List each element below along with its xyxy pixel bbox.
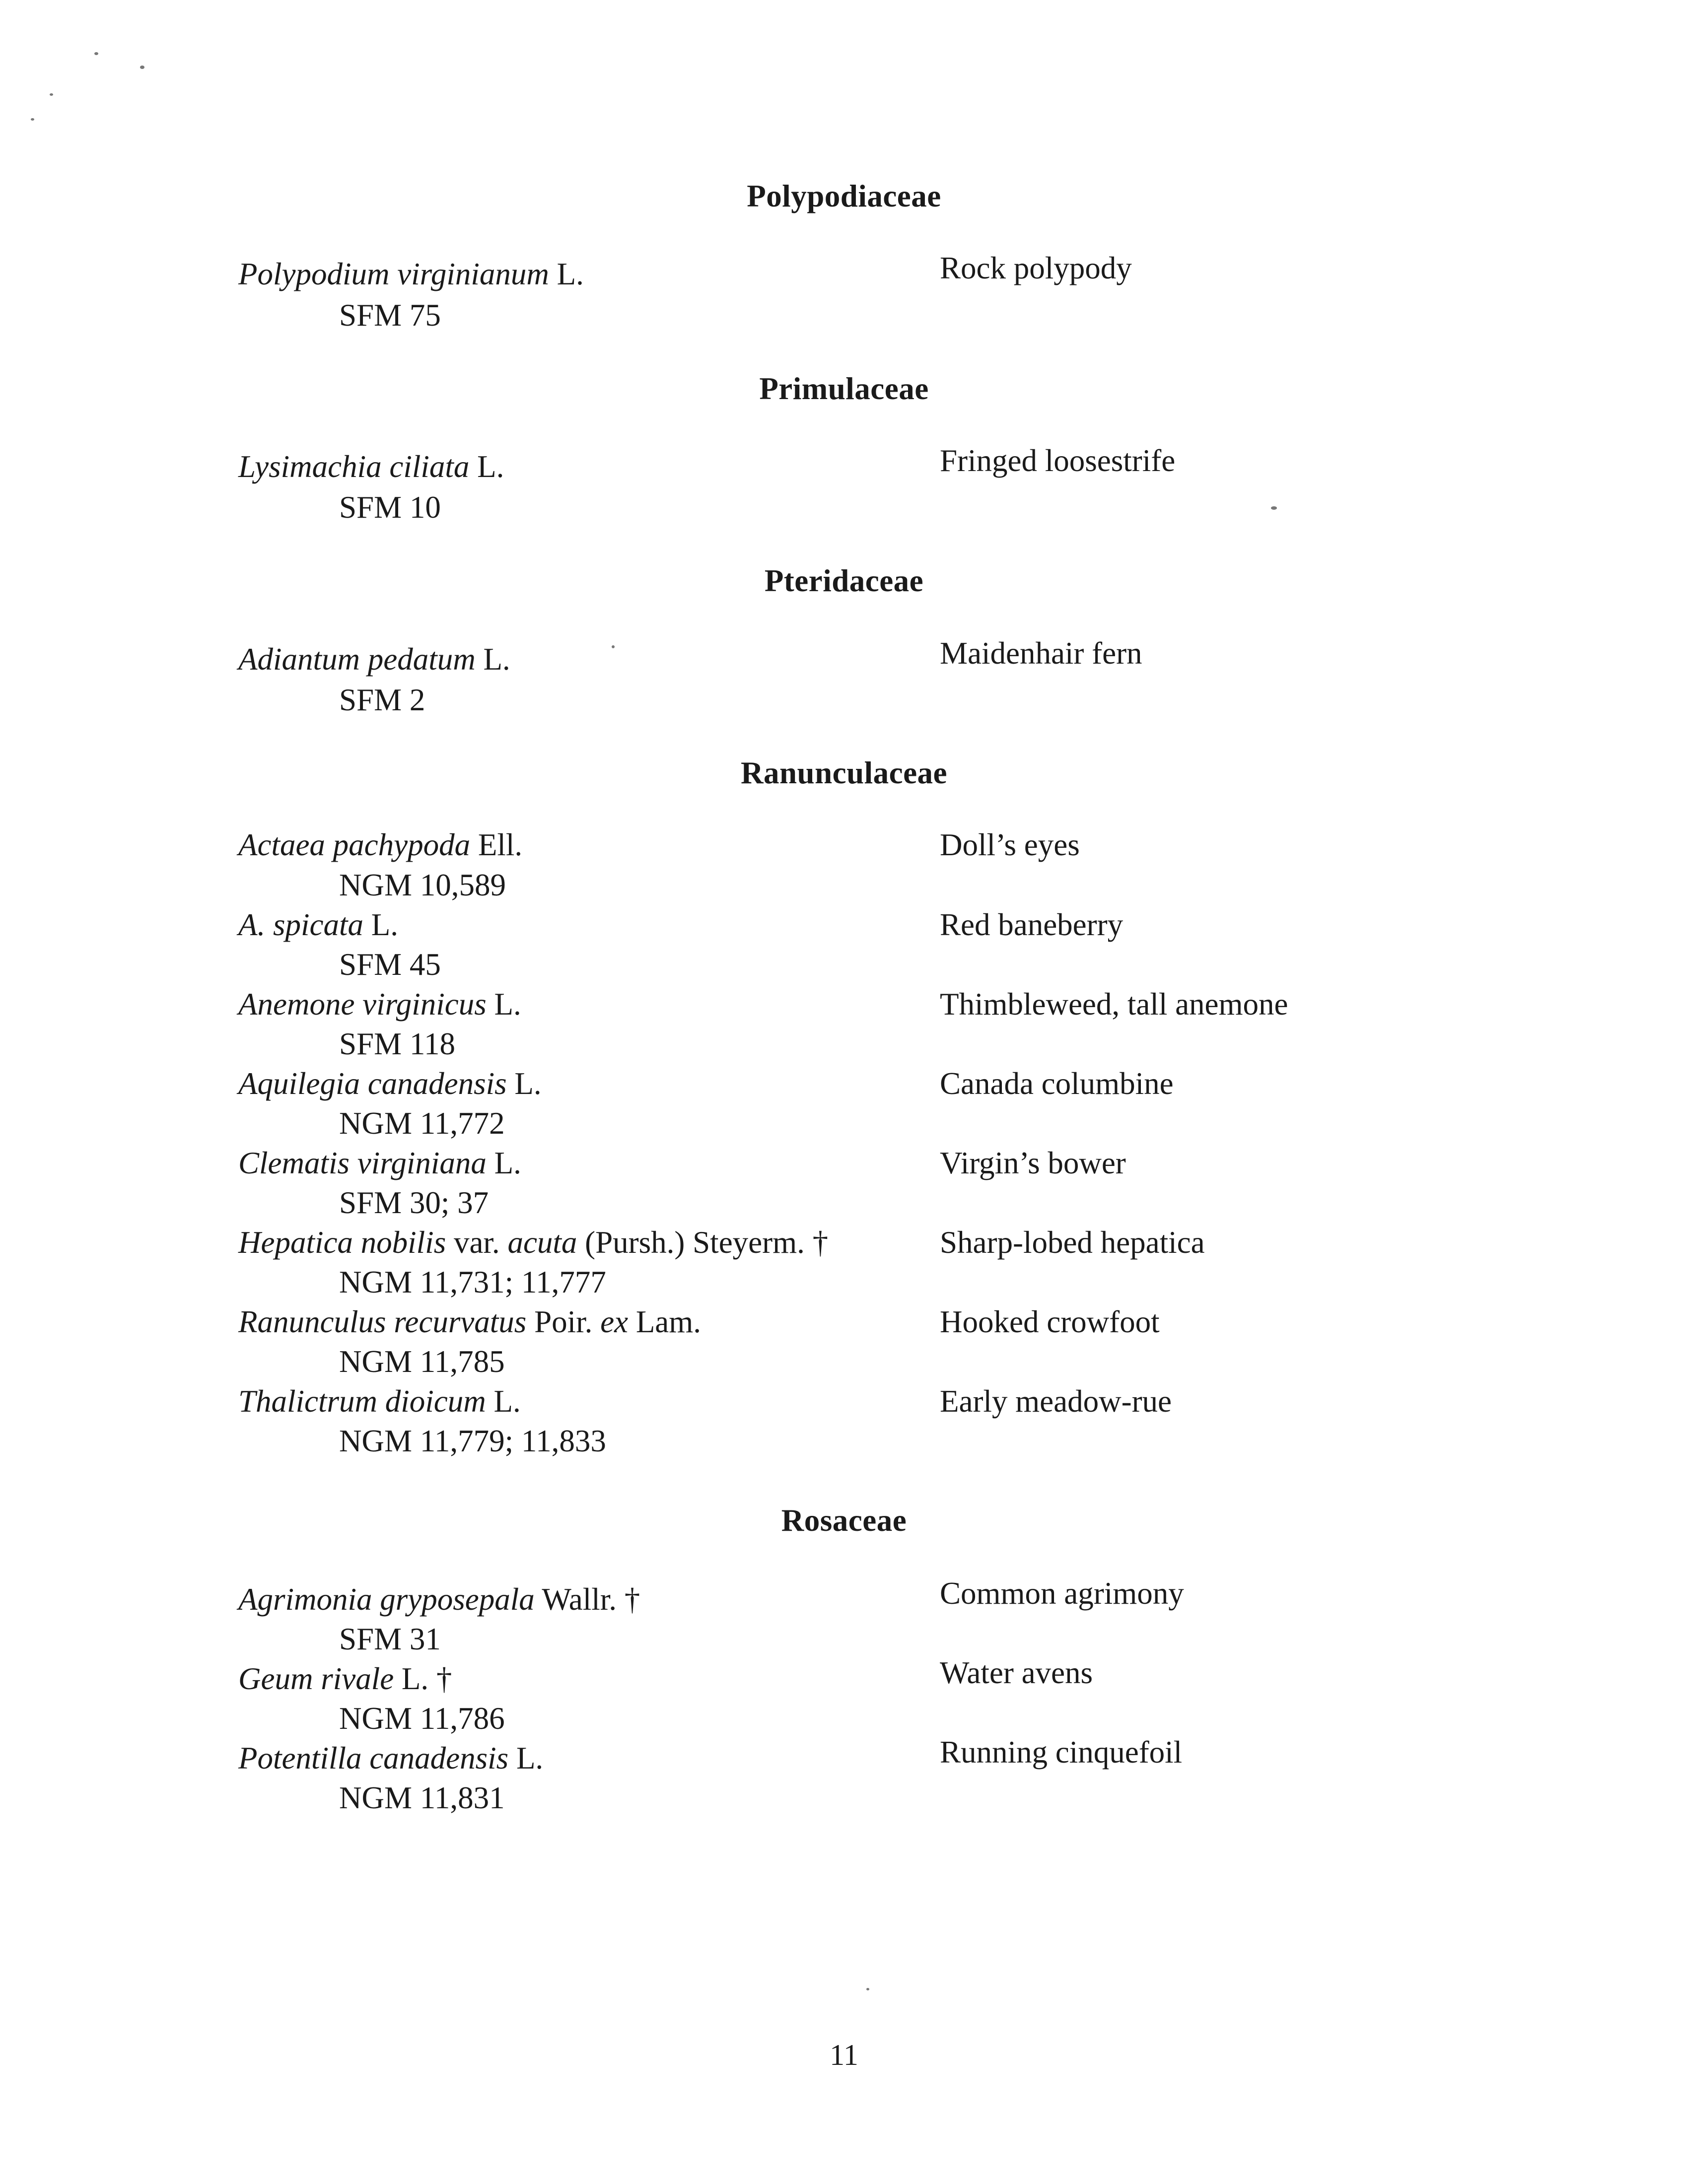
common-name: Doll’s eyes: [940, 827, 1080, 862]
species-name-italic-part: A. spicata: [238, 907, 363, 942]
species-name: [238, 447, 504, 486]
species-name-italic-part: Potentilla canadensis: [238, 1741, 509, 1775]
species-name-roman-part: L.: [469, 449, 504, 484]
common-name: Hooked crowfoot: [940, 1304, 1160, 1339]
species-name-italic-part: Actaea pachypoda: [238, 827, 471, 862]
scan-speck: [31, 118, 34, 121]
species-name-roman-part: L.: [549, 257, 584, 291]
voucher-id: NGM 10,589: [339, 868, 506, 902]
family-heading: Rosaceae: [781, 1503, 907, 1538]
common-name: Early meadow-rue: [940, 1384, 1172, 1419]
species-name-italic-part: Anemone virginicus: [238, 987, 487, 1022]
scan-speck: [140, 66, 144, 69]
common-name: Red baneberry: [940, 907, 1124, 942]
scan-speck: [866, 1988, 869, 1990]
voucher-id: NGM 11,772: [339, 1106, 505, 1141]
species-name-roman-part: L.: [363, 907, 398, 942]
species-name-italic-part: Thalictrum dioicum: [238, 1384, 486, 1419]
common-name: Sharp-lobed hepatica: [940, 1225, 1205, 1260]
species-name-italic-part: Hepatica nobilis: [238, 1225, 446, 1260]
common-name: Thimbleweed, tall anemone: [940, 987, 1288, 1022]
scan-speck: [612, 645, 615, 648]
species-name-italic-part: Polypodium virginianum: [238, 257, 549, 291]
common-name: Rock polypody: [940, 251, 1132, 285]
species-name-roman-part: var.: [446, 1225, 508, 1260]
species-name: [238, 1738, 543, 1778]
species-name-roman-part: Lam.: [628, 1304, 702, 1339]
common-name: Virgin’s bower: [940, 1146, 1126, 1180]
species-name-roman-part: Ell.: [470, 827, 523, 862]
species-name-italic-part: ex: [600, 1304, 629, 1339]
species-name: [238, 254, 584, 294]
species-name-roman-part: Wallr. †: [534, 1582, 640, 1617]
scan-speck: [50, 93, 53, 96]
voucher-id: NGM 11,731; 11,777: [339, 1265, 606, 1299]
species-name: [238, 984, 521, 1024]
common-name: Running cinquefoil: [940, 1735, 1183, 1770]
common-name: Canada columbine: [940, 1066, 1174, 1101]
species-name-roman-part: L.: [486, 1146, 521, 1180]
common-name: Water avens: [940, 1655, 1093, 1690]
species-name-italic-part: Ranunculus recurvatus: [238, 1304, 527, 1339]
page-number: 11: [830, 2039, 858, 2071]
species-name-roman-part: (Pursh.) Steyerm. †: [577, 1225, 829, 1260]
voucher-id: SFM 2: [339, 682, 425, 717]
species-name-italic-part: Aquilegia canadensis: [238, 1066, 507, 1101]
species-name: [238, 1143, 521, 1183]
species-name: [238, 1302, 701, 1342]
scan-speck: [94, 52, 98, 55]
species-name-italic-part: Adiantum pedatum: [238, 642, 476, 677]
voucher-id: SFM 45: [339, 947, 441, 982]
voucher-id: NGM 11,785: [339, 1344, 505, 1379]
species-name-roman-part: L.: [475, 642, 510, 677]
common-name: Maidenhair fern: [940, 636, 1142, 671]
species-name-italic-part: Agrimonia gryposepala: [238, 1582, 535, 1617]
voucher-id: SFM 10: [339, 490, 441, 525]
voucher-id: SFM 118: [339, 1026, 456, 1061]
voucher-id: SFM 31: [339, 1622, 441, 1656]
species-name-roman-part: L.: [506, 1066, 542, 1101]
species-name-italic-part: Geum rivale: [238, 1661, 394, 1696]
family-heading: Ranunculaceae: [741, 755, 947, 790]
species-name: [238, 1659, 452, 1699]
family-heading: Pteridaceae: [764, 563, 924, 598]
species-name-roman-part: L. †: [394, 1661, 452, 1696]
voucher-id: NGM 11,831: [339, 1780, 505, 1815]
species-name-roman-part: L.: [486, 987, 521, 1022]
species-name-roman-part: Poir.: [526, 1304, 601, 1339]
species-name: [238, 639, 510, 679]
family-heading: Polypodiaceae: [747, 179, 941, 213]
common-name: Fringed loosestrife: [940, 443, 1176, 478]
family-heading: Primulaceae: [759, 371, 929, 406]
common-name: Common agrimony: [940, 1576, 1184, 1611]
species-name-roman-part: L.: [508, 1741, 544, 1775]
species-name: [238, 1223, 828, 1262]
species-name: [238, 1579, 640, 1619]
scan-speck: [1271, 506, 1277, 510]
species-name: [238, 1064, 542, 1103]
species-name: [238, 1381, 521, 1421]
species-name: [238, 825, 522, 865]
voucher-id: SFM 75: [339, 298, 441, 333]
voucher-id: NGM 11,779; 11,833: [339, 1424, 606, 1458]
species-name: [238, 905, 398, 945]
species-name-roman-part: L.: [486, 1384, 521, 1419]
species-name-italic-part: Lysimachia ciliata: [238, 449, 470, 484]
species-name-italic-part: Clematis virginiana: [238, 1146, 487, 1180]
voucher-id: NGM 11,786: [339, 1701, 505, 1736]
species-name-italic-part: acuta: [507, 1225, 577, 1260]
voucher-id: SFM 30; 37: [339, 1185, 489, 1220]
